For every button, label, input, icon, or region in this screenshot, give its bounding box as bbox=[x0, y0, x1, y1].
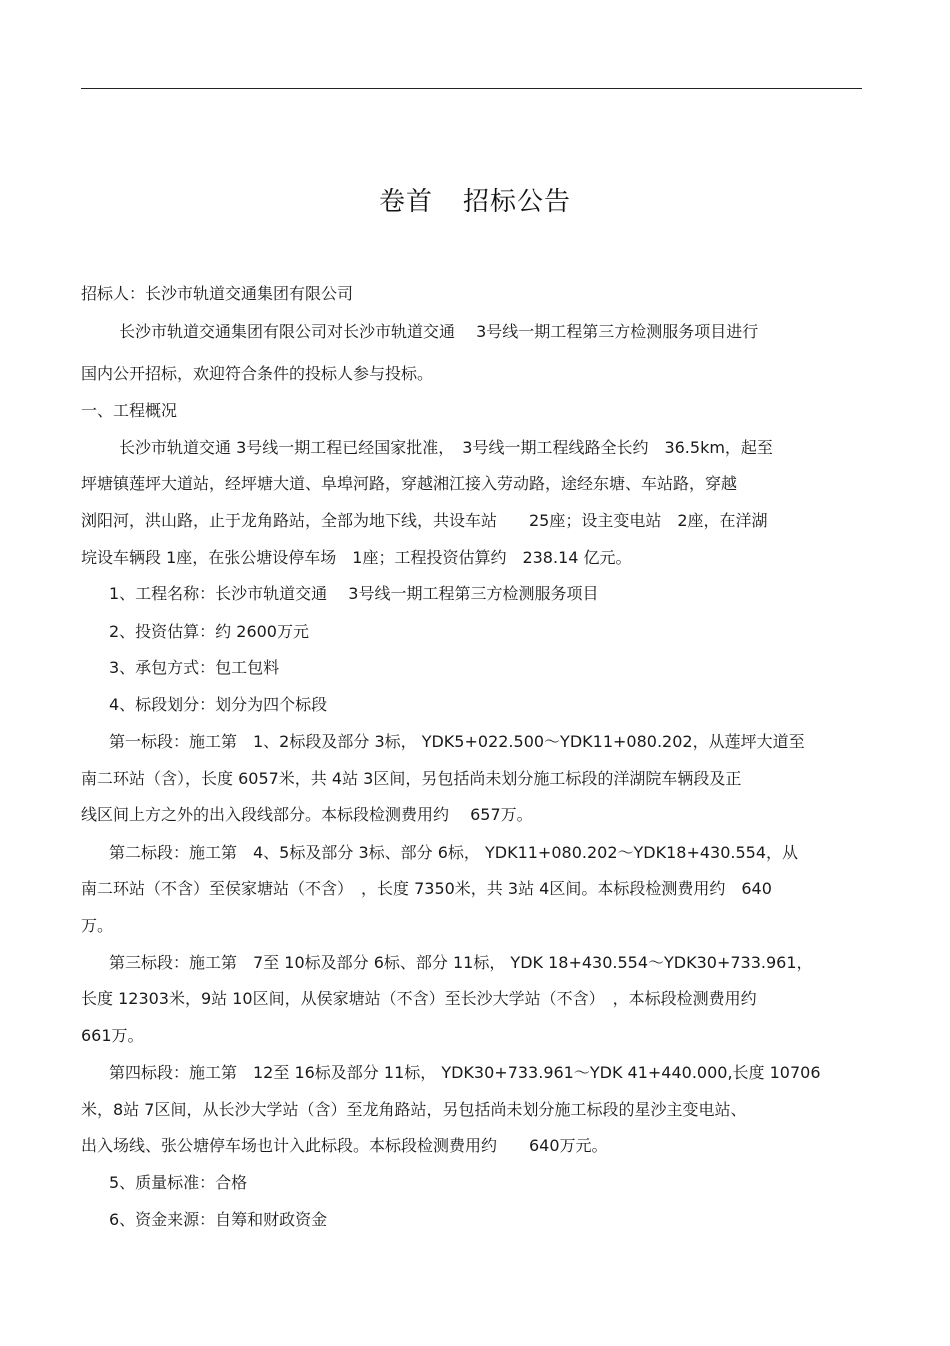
lot2-line-1: 第二标段：施工第 4、5标及部分 3标、部分 6标， YDK11+080.202～YDK18+430.554，从 bbox=[109, 843, 799, 862]
lot2-line-3: 万。 bbox=[81, 916, 114, 935]
lot3-line-3: 661万。 bbox=[81, 1026, 144, 1045]
lot4-line-3: 出入场线、张公塘停车场也计入此标段。本标段检测费用约 640万元。 bbox=[81, 1136, 608, 1155]
lot3-line-2: 长度 12303米，9站 10区间，从侯家塘站（不含）至长沙大学站（不含） ，本标段检测费用约 bbox=[81, 989, 757, 1008]
header-rule bbox=[81, 88, 862, 89]
item-quality-standard: 5、质量标准：合格 bbox=[109, 1173, 248, 1192]
lot4-line-2: 米，8站 7区间，从长沙大学站（含）至龙角路站，另包括尚未划分施工标段的星沙主变电站、 bbox=[81, 1100, 747, 1119]
title-volume: 卷首 bbox=[378, 187, 433, 217]
tenderer-line: 招标人：长沙市轨道交通集团有限公司 bbox=[81, 284, 354, 303]
lot1-line-3: 线区间上方之外的出入段线部分。本标段检测费用约 657万。 bbox=[81, 805, 533, 824]
item-investment: 2、投资估算：约 2600万元 bbox=[109, 622, 309, 641]
lot1-line-1: 第一标段：施工第 1、2标段及部分 3标， YDK5+022.500～YDK11+080.202，从莲坪大道至 bbox=[109, 732, 805, 751]
lot3-line-1: 第三标段：施工第 7至 10标及部分 6标、部分 11标， YDK 18+430.554～YDK30+733.961， bbox=[109, 953, 813, 972]
item-contract-mode: 3、承包方式：包工包料 bbox=[109, 658, 280, 677]
overview-line-2: 坪塘镇莲坪大道站，经坪塘大道、阜埠河路，穿越湘江接入劳动路，途经东塘、车站路，穿越 bbox=[81, 474, 738, 493]
section-heading-overview: 一、工程概况 bbox=[81, 401, 178, 420]
document-title bbox=[0, 182, 950, 222]
item-funding-source: 6、资金来源：自筹和财政资金 bbox=[109, 1210, 328, 1229]
lot1-line-2: 南二环站（含），长度 6057米，共 4站 3区间，另包括尚未划分施工标段的洋湖院车辆段及正 bbox=[81, 769, 742, 788]
overview-line-4: 垸设车辆段 1座，在张公塘设停车场 1座；工程投资估算约 238.14 亿元。 bbox=[81, 548, 632, 567]
item-lot-division: 4、标段划分：划分为四个标段 bbox=[109, 695, 328, 714]
lot2-line-2: 南二环站（不含）至侯家塘站（不含） ，长度 7350米，共 3站 4区间。本标段检测费用约 640 bbox=[81, 879, 772, 898]
item-project-name: 1、工程名称：长沙市轨道交通 3号线一期工程第三方检测服务项目 bbox=[109, 584, 599, 603]
overview-line-3: 浏阳河，洪山路，止于龙角路站，全部为地下线，共设车站 25座；设主变电站 2座，在洋湖 bbox=[81, 511, 768, 530]
intro-line-2: 国内公开招标，欢迎符合条件的投标人参与投标。 bbox=[81, 364, 434, 383]
lot4-line-1: 第四标段：施工第 12至 16标及部分 11标， YDK30+733.961～YDK 41+440.000,长度 10706 bbox=[109, 1063, 821, 1082]
overview-line-1: 长沙市轨道交通 3号线一期工程已经国家批准， 3号线一期工程线路全长约 36.5km，起至 bbox=[119, 438, 773, 457]
intro-line-1: 长沙市轨道交通集团有限公司对长沙市轨道交通 3号线一期工程第三方检测服务项目进行 bbox=[119, 322, 759, 341]
title-announcement: 招标公告 bbox=[463, 187, 572, 217]
